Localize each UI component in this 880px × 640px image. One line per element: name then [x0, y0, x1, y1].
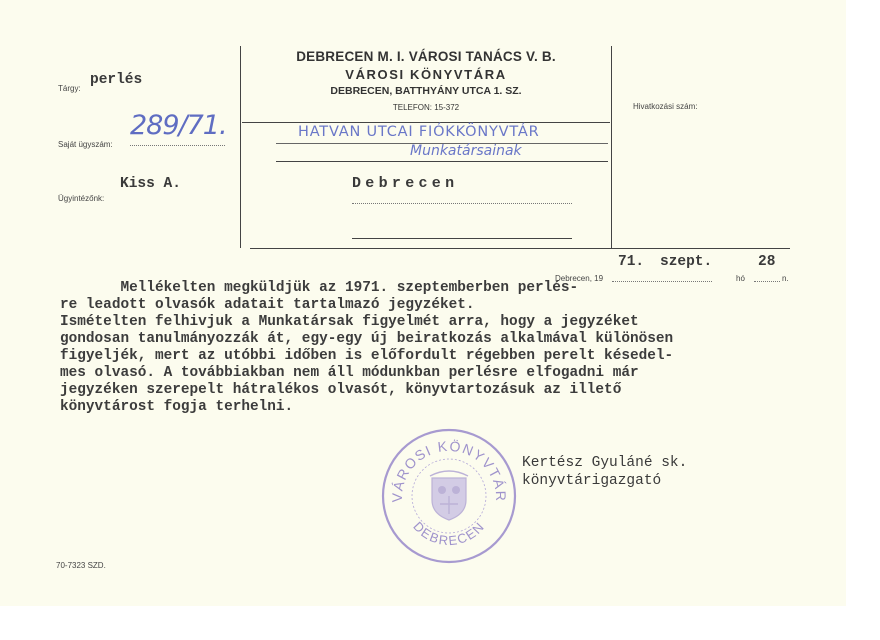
stamp-top-text: VÁROSI KÖNYVTÁR — [388, 437, 510, 503]
address-rule-2 — [276, 161, 608, 162]
date-day: 28 — [758, 254, 776, 270]
subject-label: Tárgy: — [58, 84, 81, 93]
date-year-dots — [612, 281, 712, 282]
stamp-coat-of-arms — [430, 471, 468, 520]
body-line-3: Ismételten felhivjuk a Munkatársak figyelmét arra, hogy a jegyzéket — [60, 314, 639, 330]
institution-name: DEBRECEN M. I. VÁROSI TANÁCS V. B. — [296, 49, 556, 64]
own-reference-dots — [130, 145, 225, 146]
address-rule-4 — [352, 238, 572, 239]
library-name: VÁROSI KÖNYVTÁRA — [345, 67, 507, 82]
library-address: DEBRECEN, BATTHYÁNY UTCA 1. SZ. — [330, 85, 522, 97]
addressee-line-2: Munkatársainak — [410, 143, 522, 159]
body-line-8: könyvtárost fogja terhelni. — [60, 399, 294, 415]
agent-value: Kiss A. — [120, 176, 181, 192]
signature-title: könyvtárigazgató — [522, 473, 662, 489]
stamp-bottom-text: DEBRECEN — [410, 518, 488, 549]
their-reference-label: Hivatkozási szám: — [633, 102, 698, 111]
body-line-5: figyeljék, mert az utóbbi időben is előfordult régebben perelt késedel- — [60, 348, 674, 364]
body-line-4: gondosan tanulmányozzák át, egy-egy új beiratkozás alkalmával különösen — [60, 331, 674, 347]
date-place-label: Debrecen, 19 — [555, 274, 604, 283]
date-year: 71. — [618, 254, 645, 270]
addressee-city: Debrecen — [352, 175, 459, 192]
library-stamp — [380, 428, 518, 564]
body-line-2: re leadott olvasók adatait tartalmazó jegyzéket. — [60, 297, 475, 313]
address-dots-3 — [352, 203, 572, 204]
date-day-label: n. — [782, 274, 789, 283]
addressee-line-1: HATVAN UTCAI FIÓKKÖNYVTÁR — [298, 124, 540, 140]
date-month-label: hó — [736, 274, 745, 283]
body-line-7: jegyzéken szerepelt hátralékos olvasót, könyvtartozásuk az illető — [60, 382, 622, 398]
header-right-divider — [611, 46, 612, 248]
signature-name: Kertész Gyuláné sk. — [522, 455, 688, 471]
agent-label: Ügyintézőnk: — [58, 194, 105, 203]
date-day-dots — [754, 281, 780, 282]
own-reference-value: 289/71. — [130, 110, 227, 141]
form-code: 70-7323 SZD. — [56, 561, 106, 570]
body-line-6: mes olvasó. A továbbiakban nem áll módunkban perlésre elfogadni már — [60, 365, 639, 381]
body-line-1: Mellékelten megküldjük az 1971. szeptemberben perlés- — [60, 280, 579, 296]
library-phone: TELEFON: 15-372 — [392, 103, 460, 112]
header-left-divider — [240, 46, 241, 248]
own-reference-label: Saját ügyszám: — [58, 140, 113, 149]
header-bottom-rule — [250, 248, 790, 249]
subject-value: perlés — [90, 72, 143, 88]
address-top-rule — [242, 122, 610, 123]
date-month: szept. — [660, 254, 713, 270]
